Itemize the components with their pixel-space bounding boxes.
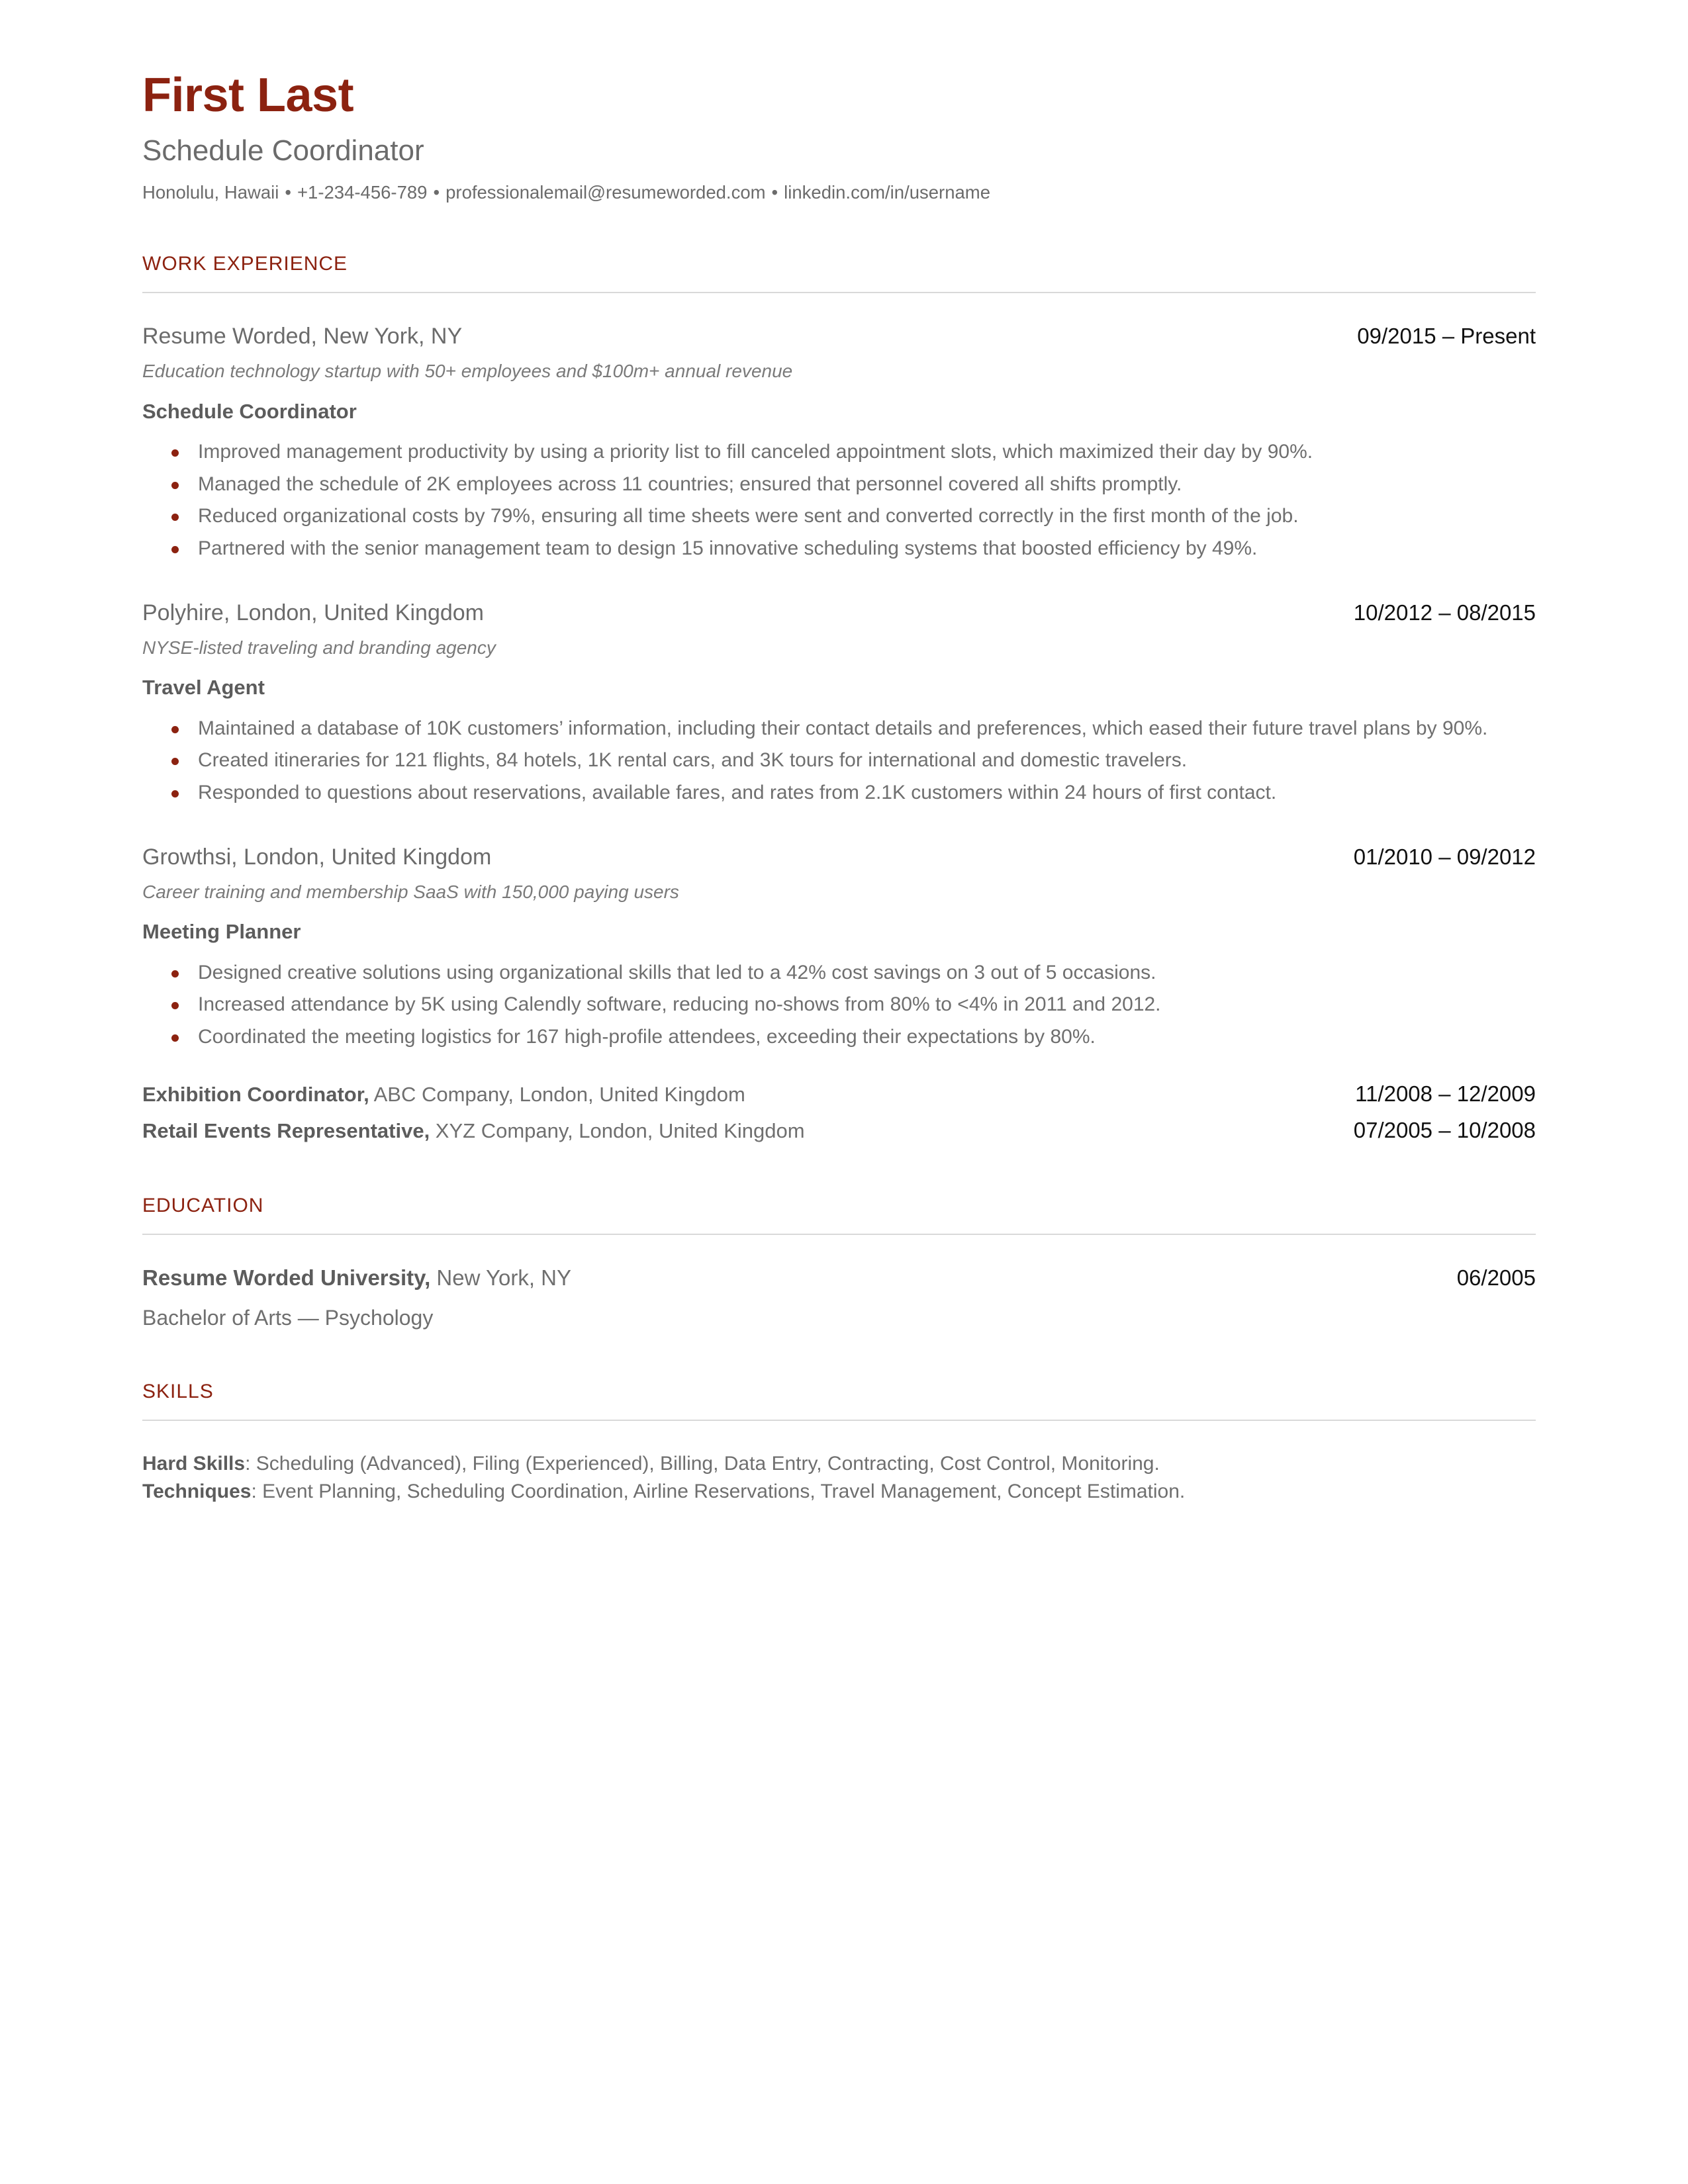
work-company-description: Career training and membership SaaS with 150,000 paying users bbox=[142, 882, 679, 902]
work-bullet: Created itineraries for 121 flights, 84 hotels, 1K rental cars, and 3K tours for international and domestic travelers. bbox=[142, 747, 1536, 775]
compact-roles-group bbox=[142, 1080, 1536, 1146]
work-entry-header bbox=[142, 599, 1536, 627]
work-bullet: Maintained a database of 10K customers’ information, including their contact details and preferences, which eased their future travel plans by 90%. bbox=[142, 715, 1536, 743]
compact-role-title: Exhibition Coordinator, bbox=[142, 1083, 369, 1107]
work-entry-header bbox=[142, 322, 1536, 351]
contact-email[interactable]: professionalemail@resumeworded.com bbox=[445, 182, 766, 203]
education-dates: 06/2005 bbox=[1456, 1265, 1536, 1291]
compact-role-row bbox=[142, 1080, 1536, 1110]
section-title-skills: SKILLS bbox=[142, 1380, 214, 1402]
skills-value: : Event Planning, Scheduling Coordination, Airline Reservations, Travel Management, Concept Estimation. bbox=[251, 1480, 1186, 1503]
work-dates: 01/2010 – 09/2012 bbox=[1353, 844, 1536, 869]
skills-label: Hard Skills bbox=[142, 1452, 246, 1475]
education-entry-header bbox=[142, 1264, 1536, 1293]
compact-role-dates: 07/2005 – 10/2008 bbox=[1353, 1118, 1536, 1143]
skills-line bbox=[142, 1450, 1536, 1479]
skills-line bbox=[142, 1478, 1536, 1506]
contact-location: Honolulu, Hawaii bbox=[142, 182, 279, 203]
education-entry bbox=[142, 1264, 1536, 1332]
work-bullet-list bbox=[142, 959, 1536, 1052]
section-divider-skills bbox=[142, 1420, 1536, 1421]
section-title-education: EDUCATION bbox=[142, 1195, 264, 1217]
work-bullet: Partnered with the senior management team to design 15 innovative scheduling systems that boosted efficiency by 49%. bbox=[142, 535, 1536, 563]
compact-role-detail: XYZ Company, London, United Kingdom bbox=[430, 1119, 805, 1143]
work-entry bbox=[142, 322, 1536, 563]
education-school-location: New York, NY bbox=[430, 1265, 572, 1291]
work-bullet: Designed creative solutions using organizational skills that led to a 42% cost savings on 3 out of 5 occasions. bbox=[142, 959, 1536, 987]
compact-role-row bbox=[142, 1116, 1536, 1146]
section-divider-work bbox=[142, 292, 1536, 293]
education-school-name: Resume Worded University, bbox=[142, 1265, 431, 1291]
work-company-description: Education technology startup with 50+ employees and $100m+ annual revenue bbox=[142, 361, 793, 382]
work-bullet-list bbox=[142, 715, 1536, 807]
work-bullet-list bbox=[142, 438, 1536, 563]
section-divider-education bbox=[142, 1234, 1536, 1235]
skills-value: : Scheduling (Advanced), Filing (Experienced), Billing, Data Entry, Contracting, Cost Control, Monitoring. bbox=[245, 1452, 1160, 1475]
contact-separator-3: • bbox=[771, 182, 778, 203]
work-bullet: Reduced organizational costs by 79%, ensuring all time sheets were sent and converted correctly in the first month of the job. bbox=[142, 502, 1536, 531]
work-company: Resume Worded, New York, NY bbox=[142, 323, 463, 349]
section-work-experience bbox=[142, 252, 1536, 1146]
compact-role-text bbox=[142, 1080, 745, 1110]
skills-label: Techniques bbox=[142, 1480, 252, 1503]
work-dates: 09/2015 – Present bbox=[1357, 323, 1536, 348]
work-dates: 10/2012 – 08/2015 bbox=[1353, 600, 1536, 625]
candidate-job-title: Schedule Coordinator bbox=[142, 134, 424, 167]
resume-header bbox=[142, 69, 1536, 205]
work-role-title: Meeting Planner bbox=[142, 920, 301, 944]
contact-separator-1: • bbox=[285, 182, 291, 203]
education-degree: Bachelor of Arts — Psychology bbox=[142, 1306, 434, 1330]
compact-role-detail: ABC Company, London, United Kingdom bbox=[369, 1083, 745, 1107]
compact-role-title: Retail Events Representative, bbox=[142, 1119, 430, 1143]
work-bullet: Increased attendance by 5K using Calendly software, reducing no-shows from 80% to <4% in 2011 and 2012. bbox=[142, 991, 1536, 1019]
education-school bbox=[142, 1264, 571, 1293]
work-entry bbox=[142, 599, 1536, 807]
section-title-work-experience: WORK EXPERIENCE bbox=[142, 252, 348, 275]
contact-line bbox=[142, 181, 1536, 205]
work-bullet: Responded to questions about reservations, available fares, and rates from 2.1K customers within 24 hours of first contact. bbox=[142, 779, 1536, 807]
work-entry-header bbox=[142, 843, 1536, 872]
compact-role-text bbox=[142, 1116, 805, 1146]
contact-linkedin[interactable]: linkedin.com/in/username bbox=[784, 182, 990, 203]
contact-phone[interactable]: +1-234-456-789 bbox=[297, 182, 428, 203]
work-role-title: Schedule Coordinator bbox=[142, 399, 357, 423]
work-bullet: Coordinated the meeting logistics for 167 high-profile attendees, exceeding their expectations by 80%. bbox=[142, 1023, 1536, 1052]
candidate-name: First Last bbox=[142, 69, 354, 122]
work-company: Polyhire, London, United Kingdom bbox=[142, 600, 484, 625]
work-entry bbox=[142, 843, 1536, 1052]
section-education bbox=[142, 1194, 1536, 1332]
work-bullet: Managed the schedule of 2K employees across 11 countries; ensured that personnel covered all shifts promptly. bbox=[142, 471, 1536, 499]
work-company: Growthsi, London, United Kingdom bbox=[142, 844, 492, 870]
work-company-description: NYSE-listed traveling and branding agency bbox=[142, 637, 496, 659]
section-skills bbox=[142, 1380, 1536, 1506]
contact-separator-2: • bbox=[433, 182, 440, 203]
compact-role-dates: 11/2008 – 12/2009 bbox=[1355, 1081, 1536, 1107]
skills-entry bbox=[142, 1450, 1536, 1506]
work-bullet: Improved management productivity by using a priority list to fill canceled appointment slots, which maximized their day by 90%. bbox=[142, 438, 1536, 467]
work-role-title: Travel Agent bbox=[142, 676, 265, 700]
